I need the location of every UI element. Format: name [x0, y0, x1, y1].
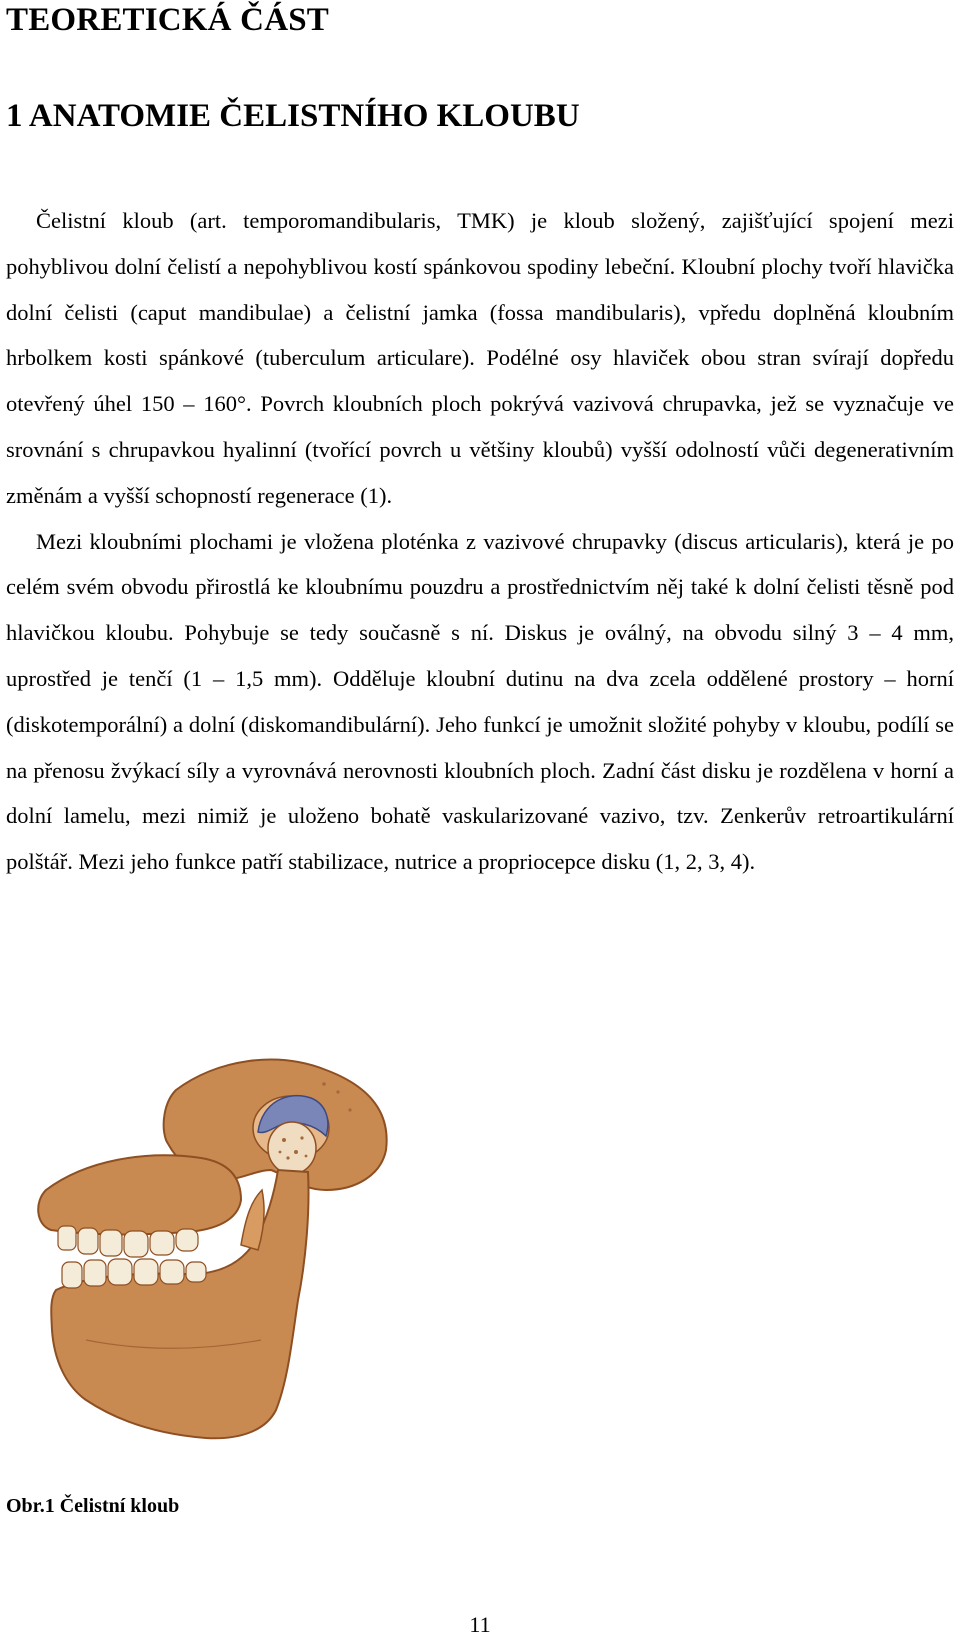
jaw-joint-illustration — [26, 1040, 416, 1450]
paragraph-2: Mezi kloubními plochami je vložena ploténka z vazivové chrupavky (discus articularis), která je po celém svém obvodu přirostlá ke kloubnímu pouzdru a prostřednictvím něj také k dolní čelisti těsně pod hlavičkou kloubu. Pohybuje se tedy současně s ní. Diskus je oválný, na obvodu silný 3 – 4 mm, uprostřed je tenčí (1 – 1,5 mm). Odděluje kloubní dutinu na dva zcela oddělené prostory – horní (diskotemporální) a dolní (diskomandibulární). Jeho funkcí je umožnit složité pohyby v kloubu, podílí se na přenosu žvýkací síly a vyrovnává nerovnosti kloubních ploch. Zadní část disku je rozdělena v horní a dolní lamelu, mezi nimiž je uloženo bohatě vaskularizované vazivo, tzv. Zenkerův retroartikulární polštář. Mezi jeho funkce patří stabilizace, nutrice a propriocepce disku (1, 2, 3, 4). — [6, 528, 954, 875]
part-title: TEORETICKÁ ČÁST — [6, 2, 329, 38]
maxilla — [38, 1155, 241, 1234]
paragraph-1: Čelistní kloub (art. temporomandibularis, TMK) je kloub složený, zajišťující spojení mezi pohyblivou dolní čelistí a nepohyblivou kostí spánkovou spodiny lebeční. Kloubní plochy tvoří hlavička dolní čelisti (caput mandibulae) a čelistní jamka (fossa mandibularis), vpředu doplněná kloubním hrbolkem kosti spánkové (tuberculum articulare). Podélné osy hlaviček obou stran svírají dopředu otevřený úhel 150 – 160°. Povrch kloubních ploch pokrývá vazivová chrupavka, jež se vyznačuje ve srovnání s chrupavkou hyalinní (tvořící povrch u většiny kloubů) vyšší odolností vůči degenerativním změnám a vyšší schopností regenerace (1). — [6, 208, 954, 508]
figure-caption: Obr.1 Čelistní kloub — [6, 1495, 180, 1517]
condyle-head — [268, 1122, 316, 1174]
page-number: 11 — [469, 1612, 491, 1637]
body-text — [6, 198, 954, 885]
chapter-title: 1 ANATOMIE ČELISTNÍHO KLOUBU — [6, 98, 580, 134]
jaw-joint-drawing — [26, 1040, 416, 1450]
coronoid-process — [241, 1190, 264, 1250]
